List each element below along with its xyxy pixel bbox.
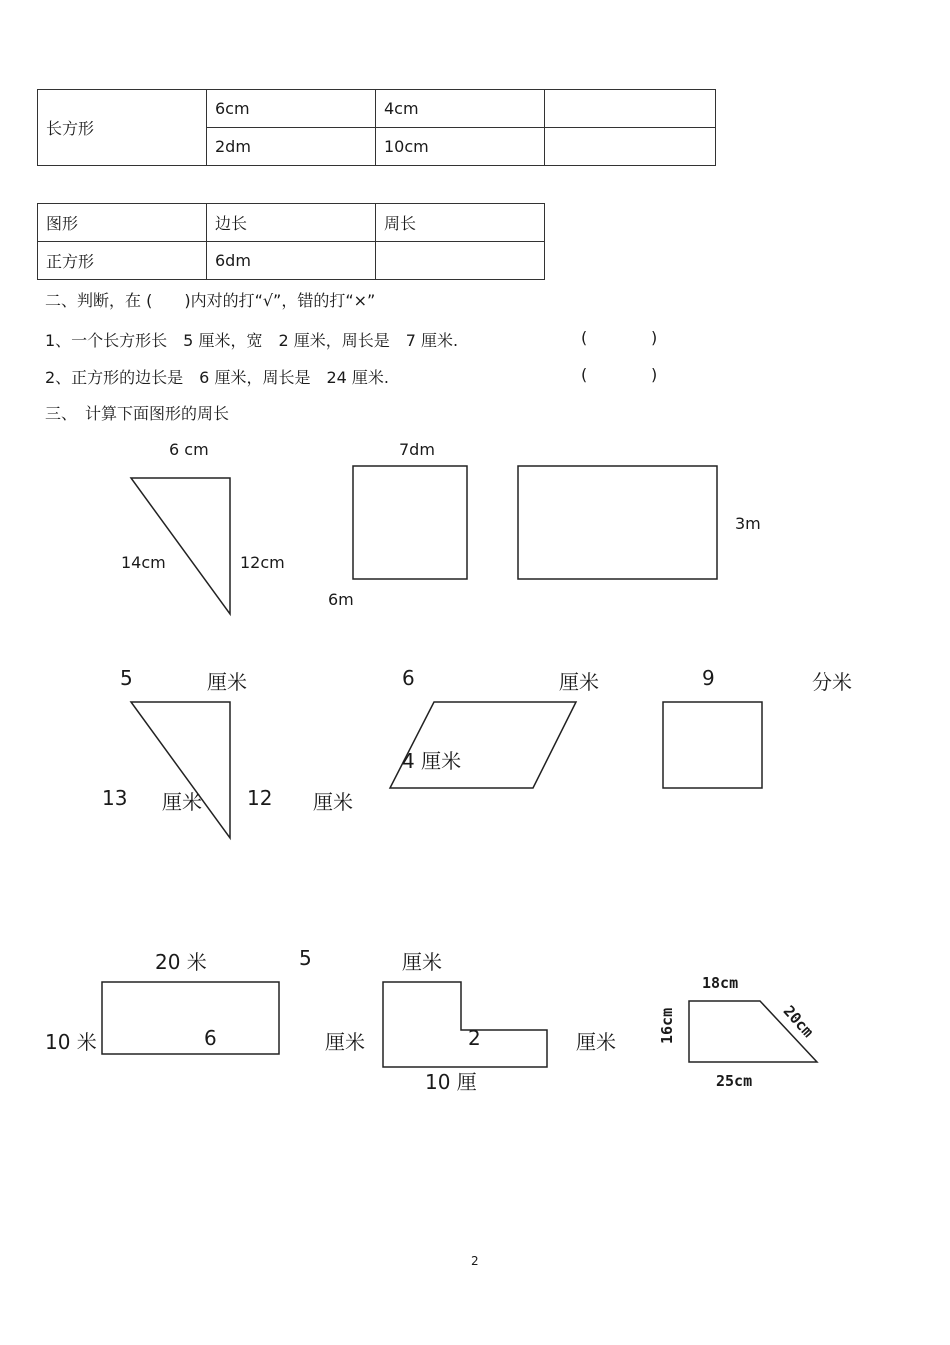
rectangle-shape: [102, 982, 279, 1054]
trapezoid-top-label: 18cm: [702, 974, 739, 992]
triangle-right-number: 12: [247, 786, 273, 810]
table-header: 边长: [207, 204, 376, 242]
l-shape-inner-number: 2: [468, 1026, 481, 1050]
table-cell: 2dm: [207, 128, 376, 166]
triangle-left-unit: 厘米: [162, 790, 202, 814]
table-header: 周长: [376, 204, 545, 242]
l-shape-top-number: 5: [299, 946, 312, 970]
trapezoid-slant-label: 20cm: [779, 1002, 818, 1041]
l-shape-top-unit: 厘米: [402, 950, 442, 974]
triangle-shape: [131, 478, 230, 614]
square-shape: [663, 702, 762, 788]
parallelogram-side-label: 4 厘米: [402, 749, 462, 773]
table-cell: 6cm: [207, 90, 376, 128]
answer-paren-open: (: [581, 365, 588, 384]
triangle-top-label: 6 cm: [169, 440, 209, 459]
rectangle-side-label: 3m: [735, 514, 761, 533]
table-cell: 6dm: [207, 242, 376, 280]
triangle-right-label: 12cm: [240, 553, 285, 572]
section-title: 二、判断，在 ( )内对的打“√”，错的打“×”: [45, 291, 376, 310]
rectangle-inner-unit: 厘米: [325, 1030, 365, 1054]
question-1: 1、一个长方形长 5 厘米，宽 2 厘米，周长是 7 厘米.: [45, 331, 459, 350]
triangle-right-unit: 厘米: [313, 790, 353, 814]
square-top-label: 7dm: [399, 440, 435, 459]
parallelogram-top-unit: 厘米: [559, 670, 599, 694]
question-2: 2、正方形的边长是 6 厘米，周长是 24 厘米.: [45, 368, 389, 387]
table-cell: 正方形: [38, 242, 207, 280]
parallelogram-top-number: 6: [402, 666, 415, 690]
table-cell: 长方形: [38, 90, 207, 166]
page-number: 2: [471, 1254, 479, 1268]
square-shape: [353, 466, 467, 579]
rectangle-left-label: 10 米: [45, 1030, 97, 1054]
answer-paren-open: (: [581, 328, 588, 347]
answer-paren-close: ): [651, 328, 658, 347]
table-header: 图形: [38, 204, 207, 242]
table-cell: 4cm: [376, 90, 545, 128]
square-bottom-label: 6m: [328, 590, 354, 609]
trapezoid-left-label: 16cm: [658, 1007, 676, 1044]
triangle-left-number: 13: [102, 786, 128, 810]
square-top-number: 9: [702, 666, 715, 690]
triangle-top-number: 5: [120, 666, 133, 690]
section-title: 三、 计算下面图形的周长: [45, 404, 230, 423]
rectangle-top-label: 20 米: [155, 950, 207, 974]
l-shape: [383, 982, 547, 1067]
rectangle-shape: [518, 466, 717, 579]
l-shape-bottom-label: 10 厘: [425, 1070, 477, 1094]
square-top-unit: 分米: [812, 670, 852, 694]
rectangle-inner-number: 6: [204, 1026, 217, 1050]
table-cell: 10cm: [376, 128, 545, 166]
triangle-top-unit: 厘米: [207, 670, 247, 694]
triangle-shape: [131, 702, 230, 838]
triangle-left-label: 14cm: [121, 553, 166, 572]
trapezoid-bottom-label: 25cm: [716, 1072, 753, 1090]
l-shape-inner-unit: 厘米: [576, 1030, 616, 1054]
answer-paren-close: ): [651, 365, 658, 384]
